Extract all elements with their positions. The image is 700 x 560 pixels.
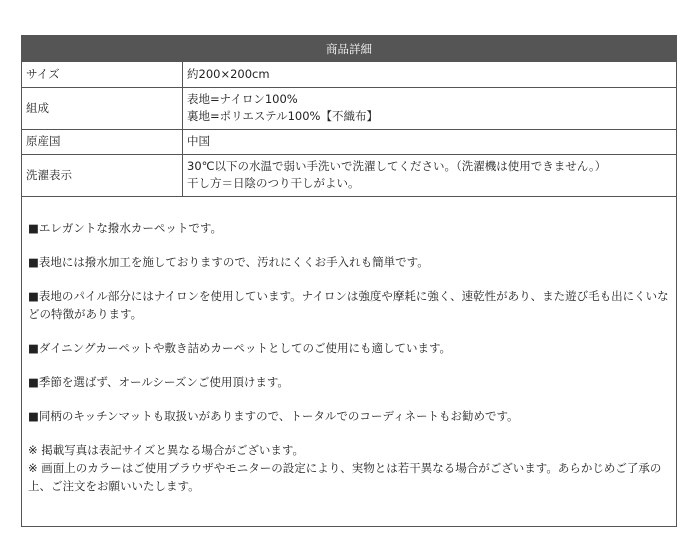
spec-value-line: 約200×200cm: [187, 66, 270, 81]
spec-value: [183, 62, 677, 87]
description-item: ■季節を選ばず、オールシーズンご使用頂けます。: [28, 374, 289, 389]
spec-label: 洗濯表示: [22, 154, 183, 196]
spec-table: [22, 62, 676, 197]
spec-value: [183, 129, 677, 154]
description-item: ■同柄のキッチンマットも取扱いがありますので、トータルでのコーディネートもお勧めです。: [28, 408, 519, 423]
note-item: ※ 掲載写真は表記サイズと異なる場合がございます。: [28, 442, 304, 457]
spec-value-line: 干し方＝日陰のつり干しがよい。: [187, 176, 360, 190]
section-header: [22, 36, 676, 62]
spec-value: [183, 87, 677, 129]
spec-label: 原産国: [22, 129, 183, 154]
description-item: ■表地には撥水加工を施しておりますので、汚れにくくお手入れも簡単です。: [28, 254, 429, 269]
note-item: ※ 画面上のカラーはご使用ブラウザやモニターの設定により、実物とは若干異なる場合がございます。あらかじめご了承の上、ご注文をお願いいたします。: [28, 460, 662, 493]
notes: [28, 441, 673, 495]
spec-label: 組成: [22, 87, 183, 129]
table-row: [22, 62, 676, 87]
description-item: ■表地のパイル部分にはナイロンを使用しています。ナイロンは強度や摩耗に強く、速乾性があり、また遊び毛も出にくいなどの特徴があります。: [28, 288, 669, 321]
table-row: [22, 87, 676, 129]
spec-value: [183, 154, 677, 196]
product-details-panel: [21, 35, 677, 527]
spec-value-line: 表地=ナイロン100%: [187, 92, 298, 106]
description-item: ■エレガントな撥水カーペットです。: [28, 220, 222, 235]
description-item: ■ダイニングカーペットや敷き詰めカーペットとしてのご使用にも適しています。: [28, 340, 452, 355]
spec-value-line: 中国: [187, 134, 210, 148]
section-title: 商品詳細: [326, 42, 372, 56]
table-row: [22, 154, 676, 196]
product-description: [22, 197, 676, 495]
spec-value-line: 30℃以下の水温で弱い手洗いで洗濯してください。（洗濯機は使用できません。）: [187, 159, 607, 173]
table-row: [22, 129, 676, 154]
spec-value-line: 裏地=ポリエステル100%【不織布】: [187, 109, 378, 123]
spec-label: サイズ: [22, 62, 183, 87]
